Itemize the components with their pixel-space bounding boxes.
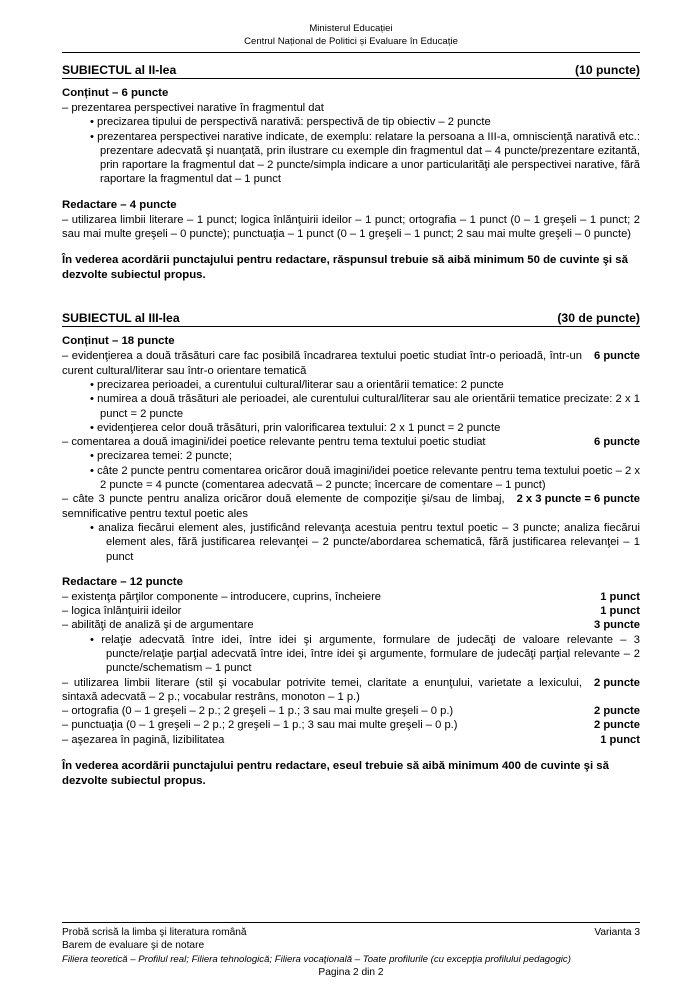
subject-3-points: (30 de puncte)	[557, 311, 640, 326]
redactare-criterion-text: – ortografia (0 – 1 greşeli – 2 p.; 2 greşeli – 1 p.; 3 sau mai multe greşeli – 0 p.)	[62, 705, 454, 718]
bullet-icon: •	[90, 633, 94, 646]
redactare-criterion-points: 1 punct	[600, 590, 640, 603]
subject-3-continut-title: Conținut – 18 puncte	[62, 335, 175, 348]
redactare-criterion-text: – punctuaţia (0 – 1 greşeli – 2 p.; 2 greşeli – 1 p.; 3 sau mai multe greşeli – 0 p.)	[62, 719, 458, 732]
subject-3-heading	[62, 310, 640, 327]
subject-2-points: (10 puncte)	[574, 63, 640, 77]
redactare-criterion-row	[62, 704, 640, 718]
redactare-criterion-row	[62, 590, 640, 604]
list-item	[90, 392, 640, 421]
header-divider	[62, 52, 640, 53]
list-item-label: prezentarea perspectivei narative indicate, de exemplu: relatare la persoana a III-a, omniscienţă narativă etc.: prezentare adecvată şi nuanţată, prin ilustrare cu exemple din fragmentul dat – 4 puncte/prezentare ezitantă, prin raportare la fragmentul dat – 2 puncte/simpla indicare a unor particularităţi ale perspectivei narative, fără raportare la fragmentul dat – 1 punct	[97, 130, 640, 186]
subject-2-lead: – prezentarea perspectivei narative în fragmentul dat	[62, 102, 324, 114]
spacer	[62, 294, 640, 310]
subject-3-note: În vederea acordării punctajului pentru redactare, eseul trebuie să aibă minimum 400 de cuvinte şi să dezvolte subiectul propus.	[62, 760, 609, 787]
subject-3-item-1-points: 6 puncte	[593, 350, 640, 363]
redactare-criterion-points: 2 puncte	[593, 719, 640, 732]
redactare-criterion-row	[62, 604, 640, 618]
document-header	[62, 22, 640, 48]
list-item	[90, 521, 640, 564]
list-item	[90, 378, 640, 392]
list-item-label: relaţie adecvată între idei, între idei şi argumente, formulare de judecăţi de valoare relevante – 3 puncte/relaţie parţial adecvată între idei, între idei şi argumente, formulare de judecăţi parţial relevante – 2 puncte/schematism – 1 punct	[101, 633, 640, 675]
list-item-label: numirea a două trăsături ale perioadei, ale curentului cultural/literar sau ale orientării tematice precizate: 2 x 1 punct = 2 puncte	[97, 393, 641, 420]
list-item-label: precizarea temei: 2 puncte;	[97, 450, 232, 463]
subject-3-item-2	[62, 435, 640, 449]
subject-3-title: SUBIECTUL al III-lea	[62, 311, 180, 326]
bullet-icon: •	[90, 378, 94, 391]
redactare-criterion-points: 1 punct	[600, 733, 640, 746]
list-item	[90, 633, 640, 676]
center-line: Centrul Național de Politici și Evaluare în Educație	[244, 36, 458, 47]
subject-3-item-2-points: 6 puncte	[593, 436, 640, 449]
redactare-criterion-points: 2 puncte	[593, 705, 640, 718]
subject-2-title: SUBIECTUL al II-lea	[62, 63, 177, 77]
spacer	[62, 564, 640, 575]
redactare-criterion-row	[62, 718, 640, 732]
list-item	[90, 115, 640, 129]
bullet-icon: •	[90, 464, 94, 477]
redactare-criterion-text: – aşezarea în pagină, lizibilitatea	[62, 733, 225, 746]
subject-2-continut-title: Conținut – 6 puncte	[62, 87, 169, 99]
bullet-icon: •	[90, 130, 94, 143]
redactare-criterion-row	[62, 618, 640, 632]
spacer	[62, 187, 640, 198]
subject-3-item-3-text: – câte 3 puncte pentru analiza oricăror două elemente de compoziţie şi/sau de limbaj, semnificative pentru textul poetic ales	[62, 493, 505, 520]
list-item	[90, 130, 640, 187]
footer-exam-title: Probă scrisă la limba şi literatura română	[62, 926, 247, 938]
footer-page-number: Pagina 2 din 2	[318, 966, 384, 978]
list-item-label: evidenţierea celor două trăsături, prin valorificarea textului: 2 x 1 punct = 2 puncte	[97, 421, 501, 434]
bullet-icon: •	[90, 421, 94, 434]
redactare-criterion-points: 2 puncte	[593, 676, 640, 689]
redactare-criterion-text: – abilităţi de analiză şi de argumentare	[62, 619, 254, 632]
footer-variant: Varianta 3	[594, 926, 640, 938]
footer-filiera-line: Filiera teoretică – Profilul real; Filiera tehnologică; Filiera vocaţională – Toate profilurile (cu excepţia profilului pedagogic)	[62, 953, 571, 965]
list-item-label: câte 2 puncte pentru comentarea oricăror două imagini/idei poetice relevante pentru tema textului poetic – 2 x 2 puncte = 4 puncte (comentarea adecvată – 2 puncte; încercare de comentare – 1 punct)	[97, 464, 641, 492]
ministry-line: Ministerul Educației	[309, 23, 393, 34]
redactare-criterion-text: – logica înlănţuirii ideilor	[62, 605, 182, 618]
list-item	[90, 421, 640, 435]
list-item-label: analiza fiecărui element ales, justificând relevanţa acestuia pentru textul poetic – 3 puncte; analiza fiecărui element ales, fără justificarea relevanţei – 2 puncte/abordarea schematică, fără justificarea relevanţei – 1 punct	[98, 521, 641, 563]
subject-3-item-1-text: – evidenţierea a două trăsături care fac posibilă încadrarea textului poetic studiat într-o perioadă, într-un curent cultural/literar sau într-o orientare tematică	[62, 350, 582, 377]
list-item	[90, 449, 640, 463]
subject-3-item-1	[62, 349, 640, 378]
subject-2-heading	[62, 62, 640, 79]
redactare-criterion-text: – utilizarea limbii literare (stil şi vocabular potrivite temei, claritate a enunţului, varietate a lexicului, sintaxă adecvată – 2 p.; vocabular restrâns, monoton – 1 p.)	[62, 676, 582, 703]
bullet-icon: •	[90, 393, 94, 406]
bullet-icon: •	[90, 116, 94, 129]
footer-line-1	[62, 926, 640, 939]
bullet-icon: •	[90, 450, 94, 463]
redactare-criterion-row	[62, 676, 640, 705]
subject-2-redactare-title: Redactare – 4 puncte	[62, 198, 177, 211]
redactare-criterion-points: 1 punct	[600, 605, 640, 618]
subject-3-item-3-points: 2 x 3 puncte = 6 puncte	[516, 493, 640, 506]
subject-3-redactare-title: Redactare – 12 puncte	[62, 575, 183, 588]
subject-2-redactare-text: – utilizarea limbii literare – 1 punct; logica înlănţuirii ideilor – 1 punct; ortografia – 1 punct (0 – 1 greşeli – 1 punct; 2 sau mai multe greşeli – 0 puncte); punctuaţia – 1 punct (0 – 1 greşeli – 1 punct; 2 sau mai multe greşeli – 0 puncte)	[62, 213, 640, 241]
redactare-criterion-row	[62, 733, 640, 747]
footer-barem-line: Barem de evaluare şi de notare	[62, 940, 205, 952]
subject-2-note: În vederea acordării punctajului pentru redactare, răspunsul trebuie să aibă minimum 50 de cuvinte şi să dezvolte subiectul propus.	[62, 254, 628, 282]
bullet-icon: •	[90, 521, 94, 534]
subject-3-item-3	[62, 492, 640, 521]
list-item	[90, 464, 640, 493]
list-item-label: precizarea perioadei, a curentului cultural/literar sau a orientării tematice: 2 puncte	[97, 378, 504, 391]
redactare-criterion-points: 3 puncte	[593, 619, 640, 632]
subject-3-item-2-text: – comentarea a două imagini/idei poetice relevante pentru tema textului poetic studiat	[62, 436, 486, 449]
page-footer	[62, 922, 640, 979]
redactare-criterion-text: – existenţa părţilor componente – introducere, cuprins, încheiere	[62, 590, 382, 603]
list-item-label: precizarea tipului de perspectivă narativă: perspectivă de tip obiectiv – 2 puncte	[97, 116, 491, 129]
